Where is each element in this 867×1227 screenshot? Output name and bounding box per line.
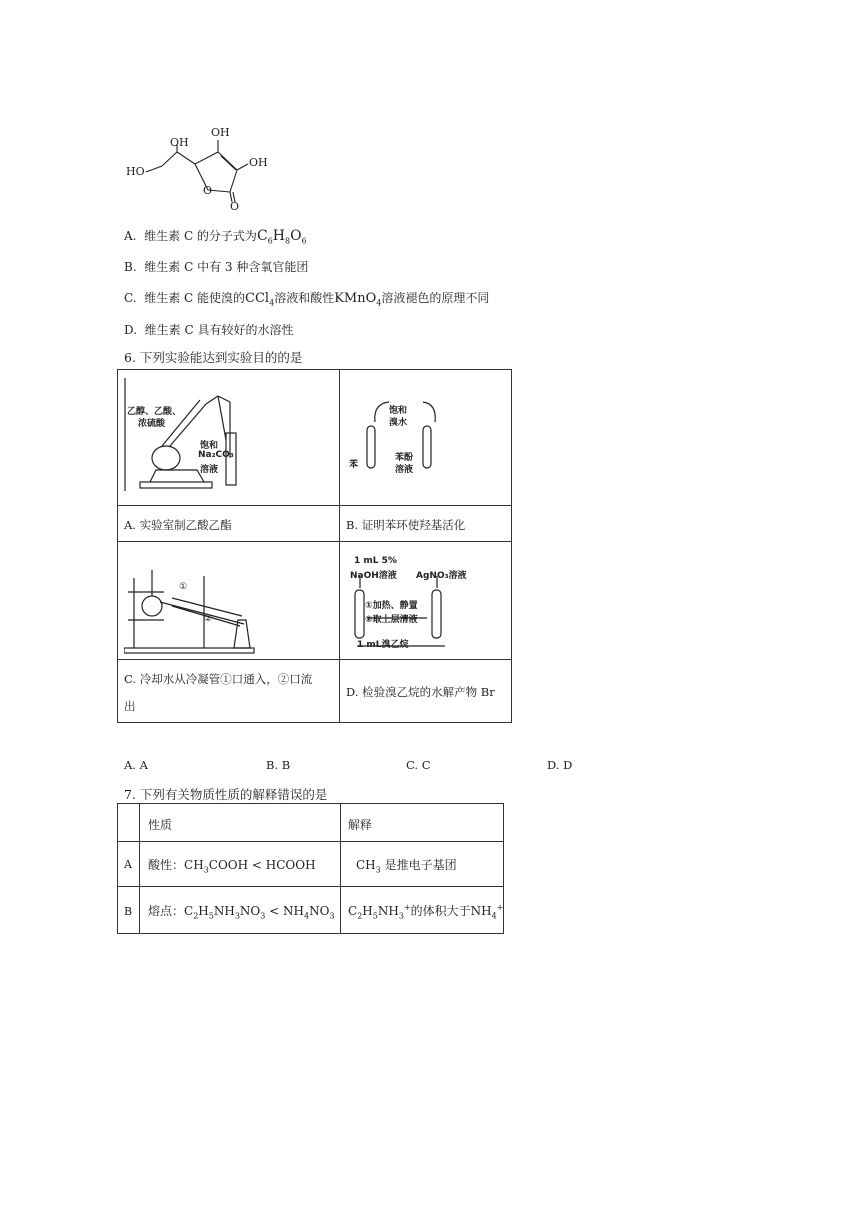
label-solution: 溶液 — [395, 465, 414, 475]
apparatus-ester-prep — [122, 378, 337, 493]
label-benzene: 苯 — [349, 460, 359, 470]
structure-label-oh: OH — [211, 126, 230, 139]
apparatus-distillation — [124, 548, 336, 654]
caption-b: B. 证明苯环使羟基活化 — [346, 518, 466, 532]
label-bromoethane: 1 mL溴乙烷 — [357, 640, 409, 650]
answer-b: B. B — [266, 758, 291, 772]
label-saturated: 饱和 — [200, 441, 219, 451]
label-ester-reagents: 浓硫酸 — [138, 419, 166, 429]
caption-c-line2: 出 — [124, 699, 136, 713]
structure-label-oh: OH — [170, 136, 189, 149]
header-explanation: 解释 — [348, 818, 373, 832]
answer-d: D. D — [547, 758, 573, 772]
condenser-port-2: ② — [204, 614, 213, 624]
row-b-property: 熔点：$C_2H_5NH_3NO_3 < NH_4NO_3$ — [148, 904, 335, 921]
row-a-explanation: $CH_3$ 是推电子基团 — [356, 858, 457, 875]
option-b: B. 维生素 C 中有 3 种含氧官能团 — [124, 260, 309, 274]
label-phenol: 苯酚 — [395, 453, 414, 463]
label-saturated: 饱和 — [389, 406, 408, 416]
structure-label-oh: OH — [249, 156, 268, 169]
row-a-letter: A — [124, 858, 132, 871]
label-bromine-water: 溴水 — [389, 418, 408, 428]
label-naoh-volume: 1 mL 5% — [354, 556, 397, 566]
answer-a: A. A — [124, 758, 148, 772]
row-a-property: 酸性：$CH_3COOH$ < HCOOH — [148, 858, 316, 875]
answer-c: C. C — [406, 758, 431, 772]
row-b-letter: B — [124, 905, 133, 918]
option-d: D. 维生素 C 具有较好的水溶性 — [124, 323, 294, 337]
condenser-port-1: ① — [179, 582, 188, 592]
question-6-stem: 6. 下列实验能达到实验目的的是 — [124, 350, 303, 365]
label-sodium-carbonate: Na₂CO₃ — [198, 450, 234, 460]
label-naoh: NaOH溶液 — [350, 571, 397, 581]
structure-label-ho: HO — [126, 165, 145, 178]
label-step-2: ②取上层清液 — [365, 615, 418, 625]
question-7-stem: 7. 下列有关物质性质的解释错误的是 — [124, 787, 328, 802]
row-b-explanation: $C_2H_5NH_3^+$的体积大于$NH_4^+$ — [348, 903, 504, 921]
label-step-1: ①加热、静置 — [365, 601, 418, 611]
structure-label-o: O — [230, 200, 240, 213]
label-solution: 溶液 — [200, 465, 219, 475]
option-a: A. 维生素 C 的分子式为$C_6H_8O_6$ — [124, 228, 307, 246]
label-ester-reagents: 乙醇、乙酸、 — [127, 407, 182, 417]
caption-a: A. 实验室制乙酸乙酯 — [124, 518, 232, 532]
caption-d: D. 检验溴乙烷的水解产物 Br — [346, 685, 495, 699]
option-c: C. 维生素 C 能使溴的CCl$_4$溶液和酸性KMnO$_4$溶液褪色的原理不同 — [124, 291, 490, 308]
caption-c-line1: C. 冷却水从冷凝管①口通入，②口流 — [124, 672, 313, 686]
structure-label-o: O — [203, 184, 213, 197]
label-agno3: AgNO₃溶液 — [416, 571, 467, 581]
header-property: 性质 — [148, 818, 173, 832]
